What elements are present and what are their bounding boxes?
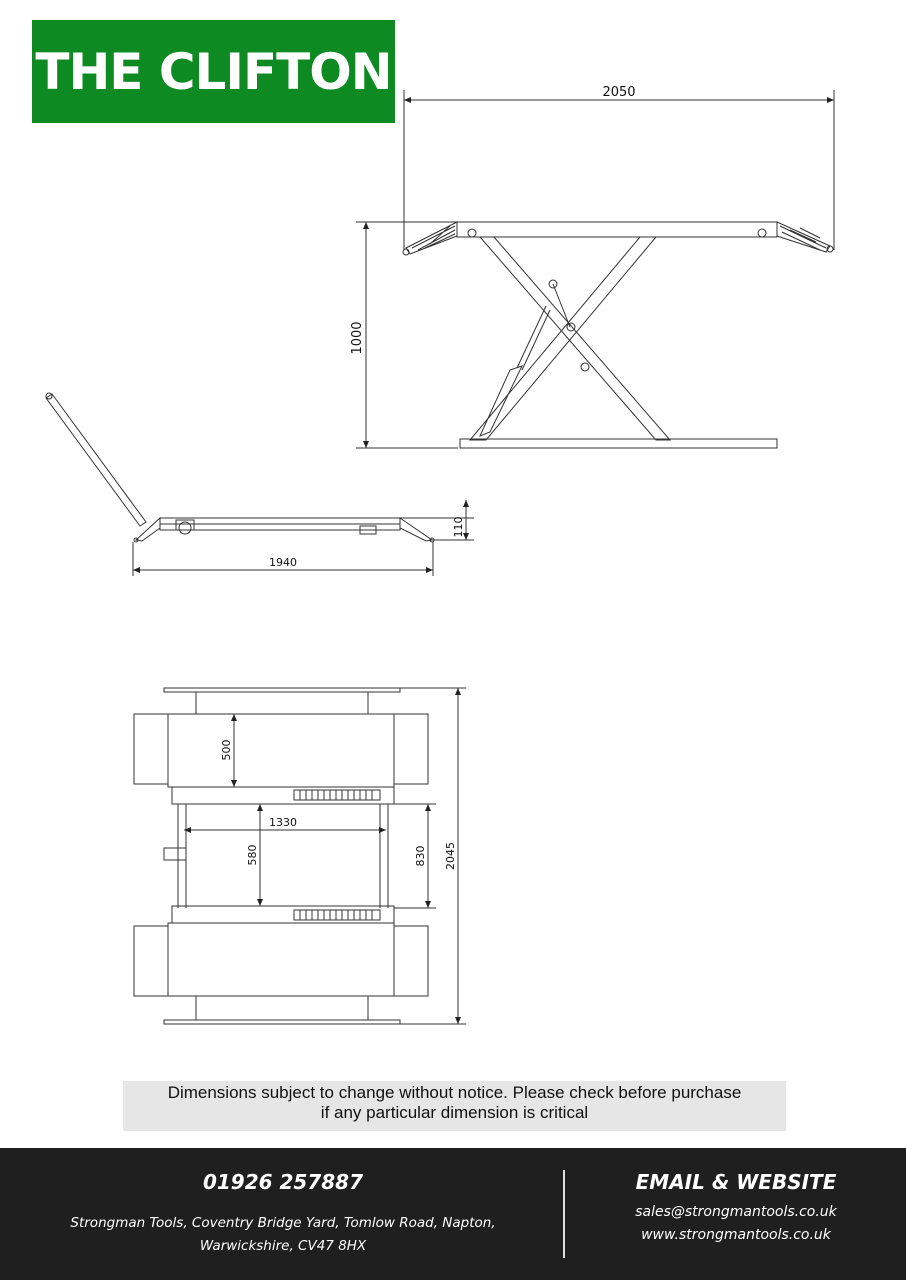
address <box>40 1212 526 1258</box>
side-elevation-raised <box>350 85 834 448</box>
dimensions-notice <box>123 1081 786 1131</box>
footer <box>0 1148 906 1280</box>
dim-inner-gap: 580 <box>246 844 259 866</box>
plan-view <box>134 688 466 1024</box>
dim-max-height: 1000 <box>350 321 365 355</box>
dim-inner-span: 1330 <box>269 816 297 829</box>
website-link[interactable]: www.strongmantools.co.uk <box>641 1227 831 1243</box>
dim-outer-gap: 830 <box>414 845 427 867</box>
notice-line-1: Dimensions subject to change without notice. Please check before purchase <box>167 1083 742 1102</box>
dim-overall-length: 2050 <box>602 85 636 100</box>
dim-overall-length-top: 2045 <box>444 842 457 870</box>
dim-platform-width: 500 <box>220 739 233 761</box>
email-link[interactable]: sales@strongmantools.co.uk <box>635 1204 837 1220</box>
footer-divider <box>563 1170 565 1258</box>
page-title: THE CLIFTON <box>35 42 392 101</box>
contact-heading: EMAIL & WEBSITE <box>635 1170 837 1194</box>
dim-lowered-height: 110 <box>452 516 465 538</box>
side-elevation-lowered <box>46 393 474 576</box>
address-line-1: Strongman Tools, Coventry Bridge Yard, Tomlow Road, Napton, <box>70 1215 496 1231</box>
address-line-2: Warwickshire, CV47 8HX <box>199 1238 367 1254</box>
dim-lowered-length: 1940 <box>269 556 297 569</box>
notice-line-2: if any particular dimension is critical <box>320 1103 589 1122</box>
phone-number[interactable]: 01926 257887 <box>202 1170 364 1194</box>
